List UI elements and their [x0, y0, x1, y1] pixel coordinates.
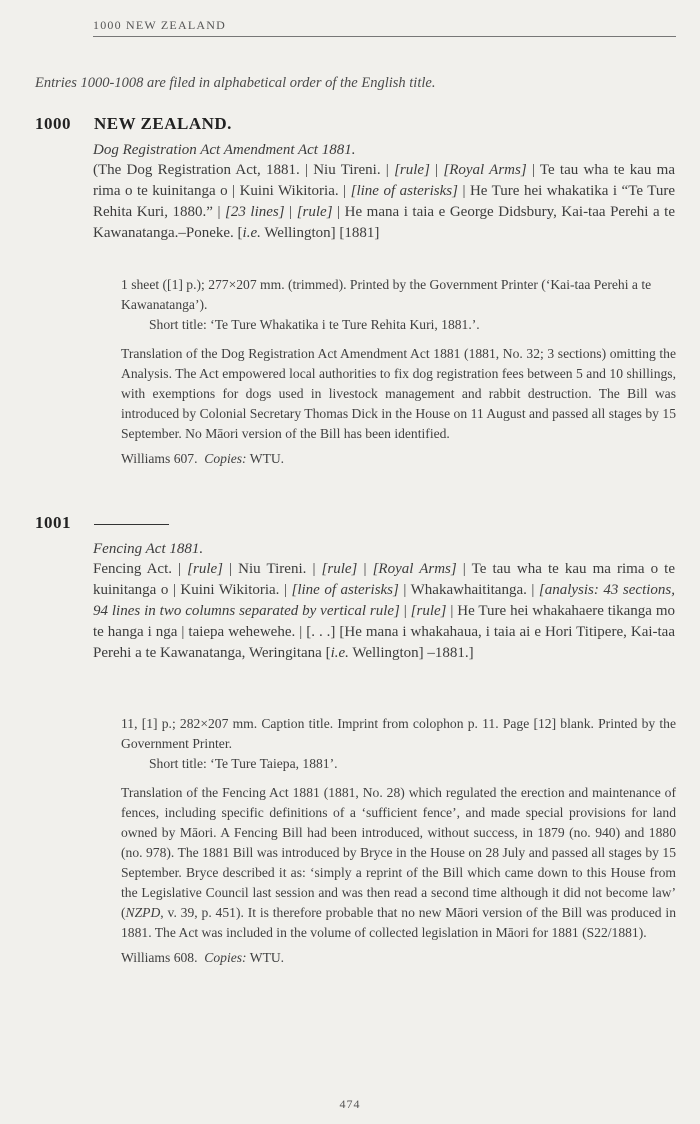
entry-1000-body: [93, 140, 675, 244]
page-number: 474: [339, 1097, 361, 1111]
entry-title: Dog Registration Act Amendment Act 1881.: [93, 142, 356, 158]
entry-1000-details: [121, 275, 676, 469]
references: Williams 607. Copies: WTU.: [121, 451, 285, 466]
running-head: 1000 NEW ZEALAND: [93, 18, 676, 37]
entry-number: 1001: [35, 513, 71, 532]
short-title: Short title: ‘Te Ture Whakatika i te Ture Rehita Kuri, 1881.’.: [149, 317, 480, 332]
physical-description: 11, [1] p.; 282×207 mm. Caption title. Imprint from colophon p. 11. Page [12] blank. Printed by the Government Printer.: [121, 716, 676, 751]
transcription: Fencing Act. | [rule] | Niu Tireni. | [rule] | [Royal Arms] | Te tau wha te kau ma rima o te kuinitanga o | Kuini Wikitoria. | [line of asterisks] | Whakawhaititanga. | [analysis: 43 sections, 94 lines in two columns separated by vertical rule] | [rule] | He Ture hei whakahaere tikanga mo te hanga i nga | taiepa wehewehe. | [. . .] [He mana i whakahaua, i taia ai e Hori Titipere, Kai-taa Perehi a te Kawanatanga, Weringitana [i.e. Wellington] –1881.]: [93, 561, 676, 661]
entry-1001-details: [121, 714, 676, 968]
entry-note: Translation of the Dog Registration Act Amendment Act 1881 (1881, No. 32; 3 sections) omitting the Analysis. The Act empowered local authorities to fix dog registration fees between 5 and 10 shillings, with exemptions for dogs used in livestock management and rabbit destruction. The Bill was introduced by Colonial Secretary Thomas Dick in the House on 11 August and passed all stages by 15 September. No Māori version of the Bill has been identified.: [121, 346, 676, 441]
transcription: (The Dog Registration Act, 1881. | Niu Tireni. | [rule] | [Royal Arms] | Te tau wha te kau ma rima o te kuinitanga o | Kuini Wikitoria. | [line of asterisks] | He Ture hei whakatika i “Te Ture Rehita Kuri, 1880.” | [23 lines] | [rule] | He mana i taia e George Didsbury, Kai-taa Perehi a te Kawanatanga.–Poneke. [i.e. Wellington] [1881]: [93, 162, 675, 241]
physical-description: 1 sheet ([1] p.); 277×207 mm. (trimmed). Printed by the Government Printer (‘Kai-taa Perehi a te Kawanatanga’).: [121, 277, 652, 312]
repeat-heading-rule: [94, 524, 169, 525]
references: Williams 608. Copies: WTU.: [121, 950, 285, 965]
entry-title: Fencing Act 1881.: [93, 541, 204, 557]
entry-heading: NEW ZEALAND.: [94, 114, 232, 133]
intro-note: Entries 1000-1008 are filed in alphabetical order of the English title.: [35, 75, 436, 91]
entry-1001-body: [93, 539, 675, 664]
short-title: Short title: ‘Te Ture Taiepa, 1881’.: [149, 756, 338, 771]
entry-note: Translation of the Fencing Act 1881 (1881, No. 28) which regulated the erection and maintenance of fences, including specific definitions of a ‘sufficient fence’, and made special provisions for land owned by Māori. A Fencing Bill had been introduced, without success, in 1879 (no. 940) and 1880 (no. 978). The 1881 Bill was introduced by Bryce in the House on 28 July and passed all stages by 15 September. Bryce described it as: ‘simply a reprint of the Bill which came down to this House from the Legislative Council last session and was then read a second time although it did not become law’ (NZPD, v. 39, p. 451). It is therefore probable that no new Māori version of the Bill was produced in 1881. The Act was included in the volume of collected legislation in Māori for 1881 (S22/1881).: [121, 785, 676, 940]
entry-number: 1000: [35, 114, 71, 133]
